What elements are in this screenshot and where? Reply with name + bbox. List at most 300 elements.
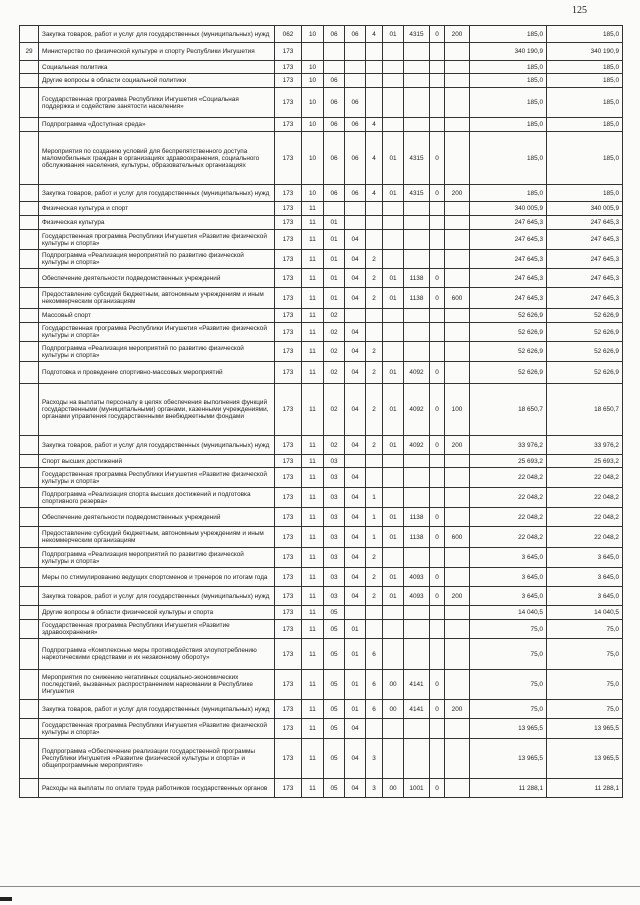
code-grbs: 173 bbox=[275, 309, 302, 323]
code-grbs: 173 bbox=[275, 620, 302, 639]
code-direction: 4093 bbox=[404, 568, 430, 587]
code-measure bbox=[383, 250, 404, 269]
code-grbs: 173 bbox=[275, 202, 302, 216]
code-sub bbox=[430, 488, 445, 508]
code-direction: 4092 bbox=[404, 362, 430, 384]
amount-plan: 33 976,2 bbox=[470, 436, 547, 455]
code-program bbox=[345, 43, 366, 61]
code-expense-type bbox=[445, 269, 470, 288]
amount-plan: 185,0 bbox=[470, 88, 547, 118]
code-sub bbox=[430, 230, 445, 250]
table-row bbox=[20, 309, 623, 323]
amount-plan: 13 965,5 bbox=[470, 739, 547, 779]
row-name: Подготовка и проведение спортивно-массовых мероприятий bbox=[39, 362, 275, 384]
amount-plan: 52 626,9 bbox=[470, 323, 547, 342]
code-direction: 4315 bbox=[404, 132, 430, 185]
code-measure: 01 bbox=[383, 527, 404, 548]
code-subprogram: 2 bbox=[366, 250, 383, 269]
code-expense-type bbox=[445, 719, 470, 739]
code-subprogram bbox=[366, 88, 383, 118]
code-section: 11 bbox=[302, 488, 324, 508]
code-measure bbox=[383, 61, 404, 74]
code-direction: 4093 bbox=[404, 587, 430, 606]
table-row bbox=[20, 670, 623, 700]
row-number bbox=[20, 739, 39, 779]
amount-plan: 75,0 bbox=[470, 620, 547, 639]
code-measure bbox=[383, 309, 404, 323]
code-subprogram: 4 bbox=[366, 118, 383, 132]
code-expense-type bbox=[445, 250, 470, 269]
code-grbs: 173 bbox=[275, 61, 302, 74]
code-measure bbox=[383, 606, 404, 620]
code-measure: 01 bbox=[383, 26, 404, 43]
code-grbs: 173 bbox=[275, 74, 302, 88]
code-section: 11 bbox=[302, 527, 324, 548]
code-subsection: 05 bbox=[324, 639, 345, 670]
amount-fact: 75,0 bbox=[547, 670, 623, 700]
code-section: 11 bbox=[302, 230, 324, 250]
table-row bbox=[20, 468, 623, 488]
code-program bbox=[345, 606, 366, 620]
code-grbs: 173 bbox=[275, 719, 302, 739]
code-direction bbox=[404, 216, 430, 230]
code-measure bbox=[383, 468, 404, 488]
code-subsection: 01 bbox=[324, 250, 345, 269]
code-measure: 01 bbox=[383, 384, 404, 436]
amount-plan: 75,0 bbox=[470, 700, 547, 719]
amount-fact: 33 976,2 bbox=[547, 436, 623, 455]
code-measure bbox=[383, 88, 404, 118]
code-direction: 4092 bbox=[404, 384, 430, 436]
amount-plan: 247 645,3 bbox=[470, 230, 547, 250]
code-expense-type bbox=[445, 216, 470, 230]
code-grbs: 173 bbox=[275, 269, 302, 288]
code-subsection: 05 bbox=[324, 779, 345, 798]
code-direction bbox=[404, 739, 430, 779]
code-measure: 00 bbox=[383, 700, 404, 719]
row-name: Массовый спорт bbox=[39, 309, 275, 323]
code-expense-type bbox=[445, 548, 470, 568]
amount-fact: 14 040,5 bbox=[547, 606, 623, 620]
code-subsection: 02 bbox=[324, 384, 345, 436]
code-subprogram bbox=[366, 620, 383, 639]
code-subprogram: 4 bbox=[366, 132, 383, 185]
code-direction: 1138 bbox=[404, 269, 430, 288]
amount-plan: 247 645,3 bbox=[470, 250, 547, 269]
row-number bbox=[20, 779, 39, 798]
code-section: 11 bbox=[302, 384, 324, 436]
table-row bbox=[20, 700, 623, 719]
code-subsection: 05 bbox=[324, 719, 345, 739]
row-number bbox=[20, 639, 39, 670]
code-section: 11 bbox=[302, 468, 324, 488]
code-direction bbox=[404, 118, 430, 132]
code-section: 11 bbox=[302, 606, 324, 620]
amount-fact: 185,0 bbox=[547, 26, 623, 43]
table-row bbox=[20, 488, 623, 508]
table-row bbox=[20, 230, 623, 250]
code-section: 11 bbox=[302, 779, 324, 798]
code-subsection: 02 bbox=[324, 436, 345, 455]
code-sub bbox=[430, 309, 445, 323]
code-grbs: 173 bbox=[275, 230, 302, 250]
row-number bbox=[20, 202, 39, 216]
code-sub bbox=[430, 202, 445, 216]
row-number bbox=[20, 309, 39, 323]
code-program: 04 bbox=[345, 739, 366, 779]
code-sub bbox=[430, 719, 445, 739]
code-subsection: 02 bbox=[324, 362, 345, 384]
amount-fact: 340 190,9 bbox=[547, 43, 623, 61]
code-subprogram bbox=[366, 216, 383, 230]
code-subprogram: 1 bbox=[366, 488, 383, 508]
code-subprogram: 2 bbox=[366, 568, 383, 587]
code-sub bbox=[430, 620, 445, 639]
amount-fact: 52 626,9 bbox=[547, 323, 623, 342]
code-grbs: 173 bbox=[275, 468, 302, 488]
code-direction: 4092 bbox=[404, 436, 430, 455]
code-direction: 4315 bbox=[404, 26, 430, 43]
code-subsection: 01 bbox=[324, 230, 345, 250]
code-subsection: 03 bbox=[324, 568, 345, 587]
code-subsection: 03 bbox=[324, 508, 345, 527]
amount-fact: 22 048,2 bbox=[547, 488, 623, 508]
code-measure bbox=[383, 548, 404, 568]
row-name: Подпрограмма «Реализация мероприятий по развитию физической культуры и спорта» bbox=[39, 342, 275, 362]
code-expense-type bbox=[445, 230, 470, 250]
code-measure bbox=[383, 74, 404, 88]
amount-fact: 340 005,9 bbox=[547, 202, 623, 216]
code-subprogram: 6 bbox=[366, 639, 383, 670]
code-section: 11 bbox=[302, 719, 324, 739]
row-number bbox=[20, 548, 39, 568]
code-section: 11 bbox=[302, 323, 324, 342]
row-number: 29 bbox=[20, 43, 39, 61]
row-name: Государственная программа Республики Ингушетия «Развитие физической культуры и спорта» bbox=[39, 323, 275, 342]
code-expense-type bbox=[445, 309, 470, 323]
code-section: 11 bbox=[302, 202, 324, 216]
code-program: 04 bbox=[345, 508, 366, 527]
code-subprogram: 3 bbox=[366, 779, 383, 798]
code-section: 11 bbox=[302, 739, 324, 779]
amount-fact: 185,0 bbox=[547, 74, 623, 88]
row-name: Расходы на выплаты по оплате труда работников государственных органов bbox=[39, 779, 275, 798]
code-program: 06 bbox=[345, 132, 366, 185]
code-direction bbox=[404, 202, 430, 216]
amount-fact: 75,0 bbox=[547, 700, 623, 719]
code-direction bbox=[404, 43, 430, 61]
row-name: Мероприятия по снижению негативных социально-экономических последствий, вызванных распространением наркомании в Республике Ингушетия bbox=[39, 670, 275, 700]
code-subprogram bbox=[366, 43, 383, 61]
amount-fact: 185,0 bbox=[547, 118, 623, 132]
row-name: Мероприятия по созданию условий для беспрепятственного доступа маломобильных граждан в организациях здравоохранения, социального обслуживания населения, культуры, образовательных организациях bbox=[39, 132, 275, 185]
code-sub bbox=[430, 455, 445, 468]
code-expense-type bbox=[445, 88, 470, 118]
amount-fact: 13 965,5 bbox=[547, 739, 623, 779]
code-subsection: 03 bbox=[324, 468, 345, 488]
code-subprogram: 2 bbox=[366, 288, 383, 309]
code-grbs: 173 bbox=[275, 700, 302, 719]
row-number bbox=[20, 455, 39, 468]
table-row bbox=[20, 436, 623, 455]
row-number bbox=[20, 269, 39, 288]
amount-plan: 22 048,2 bbox=[470, 468, 547, 488]
amount-fact: 52 626,9 bbox=[547, 342, 623, 362]
code-grbs: 062 bbox=[275, 26, 302, 43]
code-subprogram bbox=[366, 74, 383, 88]
row-number bbox=[20, 26, 39, 43]
row-name: Подпрограмма «Реализация мероприятий по развитию физической культуры и спорта» bbox=[39, 548, 275, 568]
amount-plan: 185,0 bbox=[470, 132, 547, 185]
row-name: Предоставление субсидий бюджетным, автономным учреждениям и иным некоммерческим организациям bbox=[39, 527, 275, 548]
code-sub bbox=[430, 61, 445, 74]
amount-fact: 11 288,1 bbox=[547, 779, 623, 798]
row-number bbox=[20, 230, 39, 250]
code-grbs: 173 bbox=[275, 362, 302, 384]
code-program: 04 bbox=[345, 719, 366, 739]
code-expense-type bbox=[445, 202, 470, 216]
row-name: Подпрограмма «Обеспечение реализации государственной программы Республики Ингушетия «Развитие физической культуры и спорта» и общепрограммные мероприятия» bbox=[39, 739, 275, 779]
amount-fact: 25 693,2 bbox=[547, 455, 623, 468]
amount-plan: 52 626,9 bbox=[470, 309, 547, 323]
code-program: 04 bbox=[345, 568, 366, 587]
amount-plan: 14 040,5 bbox=[470, 606, 547, 620]
amount-plan: 13 965,5 bbox=[470, 719, 547, 739]
row-name: Закупка товаров, работ и услуг для государственных (муниципальных) нужд bbox=[39, 436, 275, 455]
code-measure bbox=[383, 118, 404, 132]
table-row bbox=[20, 342, 623, 362]
row-name: Государственная программа Республики Ингушетия «Развитие физической культуры и спорта» bbox=[39, 719, 275, 739]
code-subprogram: 6 bbox=[366, 670, 383, 700]
amount-fact: 247 645,3 bbox=[547, 288, 623, 309]
table-row bbox=[20, 548, 623, 568]
amount-plan: 18 650,7 bbox=[470, 384, 547, 436]
code-expense-type bbox=[445, 342, 470, 362]
code-measure bbox=[383, 323, 404, 342]
code-measure bbox=[383, 202, 404, 216]
code-subsection: 05 bbox=[324, 739, 345, 779]
code-direction bbox=[404, 639, 430, 670]
code-expense-type bbox=[445, 739, 470, 779]
amount-fact: 185,0 bbox=[547, 61, 623, 74]
table-row bbox=[20, 88, 623, 118]
code-subprogram: 2 bbox=[366, 548, 383, 568]
code-measure bbox=[383, 455, 404, 468]
row-number bbox=[20, 216, 39, 230]
code-subsection: 02 bbox=[324, 323, 345, 342]
code-subsection: 02 bbox=[324, 309, 345, 323]
code-expense-type bbox=[445, 362, 470, 384]
code-direction bbox=[404, 468, 430, 488]
code-expense-type bbox=[445, 606, 470, 620]
row-number bbox=[20, 61, 39, 74]
code-subsection: 01 bbox=[324, 216, 345, 230]
code-subprogram: 2 bbox=[366, 269, 383, 288]
amount-plan: 25 693,2 bbox=[470, 455, 547, 468]
amount-fact: 22 048,2 bbox=[547, 468, 623, 488]
code-section: 11 bbox=[302, 639, 324, 670]
table-row bbox=[20, 74, 623, 88]
amount-plan: 185,0 bbox=[470, 26, 547, 43]
code-sub bbox=[430, 74, 445, 88]
table-row bbox=[20, 118, 623, 132]
code-sub: 0 bbox=[430, 670, 445, 700]
code-sub: 0 bbox=[430, 779, 445, 798]
code-expense-type bbox=[445, 568, 470, 587]
code-sub bbox=[430, 216, 445, 230]
code-expense-type bbox=[445, 468, 470, 488]
amount-plan: 22 048,2 bbox=[470, 527, 547, 548]
code-section bbox=[302, 43, 324, 61]
code-section: 11 bbox=[302, 309, 324, 323]
row-number bbox=[20, 670, 39, 700]
footer-mark bbox=[0, 897, 12, 901]
code-sub: 0 bbox=[430, 527, 445, 548]
code-expense-type bbox=[445, 488, 470, 508]
row-name: Физическая культура bbox=[39, 216, 275, 230]
amount-fact: 3 645,0 bbox=[547, 568, 623, 587]
code-program: 04 bbox=[345, 587, 366, 606]
row-number bbox=[20, 568, 39, 587]
row-number bbox=[20, 118, 39, 132]
budget-table bbox=[19, 25, 623, 798]
row-number bbox=[20, 342, 39, 362]
code-subsection: 03 bbox=[324, 548, 345, 568]
code-subprogram bbox=[366, 230, 383, 250]
table-row bbox=[20, 606, 623, 620]
table-row bbox=[20, 362, 623, 384]
code-expense-type bbox=[445, 118, 470, 132]
code-grbs: 173 bbox=[275, 568, 302, 587]
table-row bbox=[20, 185, 623, 202]
code-measure bbox=[383, 342, 404, 362]
code-sub bbox=[430, 468, 445, 488]
code-section: 10 bbox=[302, 26, 324, 43]
code-subprogram bbox=[366, 309, 383, 323]
code-section: 11 bbox=[302, 269, 324, 288]
code-grbs: 173 bbox=[275, 587, 302, 606]
code-sub: 0 bbox=[430, 587, 445, 606]
table-row bbox=[20, 384, 623, 436]
code-expense-type bbox=[445, 43, 470, 61]
code-measure bbox=[383, 639, 404, 670]
code-measure: 01 bbox=[383, 185, 404, 202]
amount-fact: 247 645,3 bbox=[547, 230, 623, 250]
code-expense-type bbox=[445, 639, 470, 670]
code-grbs: 173 bbox=[275, 488, 302, 508]
code-grbs: 173 bbox=[275, 323, 302, 342]
table-row bbox=[20, 508, 623, 527]
code-direction bbox=[404, 455, 430, 468]
code-subsection: 01 bbox=[324, 269, 345, 288]
code-section: 11 bbox=[302, 548, 324, 568]
code-expense-type bbox=[445, 670, 470, 700]
row-number bbox=[20, 132, 39, 185]
row-name: Государственная программа Республики Ингушетия «Социальная поддержка и содействие занятости населения» bbox=[39, 88, 275, 118]
amount-fact: 3 645,0 bbox=[547, 548, 623, 568]
code-program: 04 bbox=[345, 342, 366, 362]
code-program: 04 bbox=[345, 230, 366, 250]
code-grbs: 173 bbox=[275, 527, 302, 548]
code-sub: 0 bbox=[430, 269, 445, 288]
amount-fact: 75,0 bbox=[547, 639, 623, 670]
amount-plan: 75,0 bbox=[470, 670, 547, 700]
table-row bbox=[20, 43, 623, 61]
row-number bbox=[20, 74, 39, 88]
table-row bbox=[20, 587, 623, 606]
row-name: Государственная программа Республики Ингушетия «Развитие физической культуры и спорта» bbox=[39, 230, 275, 250]
code-direction bbox=[404, 719, 430, 739]
amount-plan: 3 645,0 bbox=[470, 568, 547, 587]
code-program: 04 bbox=[345, 527, 366, 548]
table-row bbox=[20, 132, 623, 185]
code-program bbox=[345, 202, 366, 216]
code-subprogram: 2 bbox=[366, 587, 383, 606]
page-number: 125 bbox=[572, 5, 587, 16]
amount-plan: 11 288,1 bbox=[470, 779, 547, 798]
code-grbs: 173 bbox=[275, 384, 302, 436]
code-grbs: 173 bbox=[275, 288, 302, 309]
code-sub bbox=[430, 323, 445, 342]
amount-plan: 52 626,9 bbox=[470, 362, 547, 384]
code-sub bbox=[430, 88, 445, 118]
code-sub: 0 bbox=[430, 384, 445, 436]
code-expense-type: 600 bbox=[445, 527, 470, 548]
code-expense-type bbox=[445, 779, 470, 798]
code-subprogram: 2 bbox=[366, 436, 383, 455]
code-measure bbox=[383, 620, 404, 639]
code-direction bbox=[404, 250, 430, 269]
row-name: Закупка товаров, работ и услуг для государственных (муниципальных) нужд bbox=[39, 700, 275, 719]
code-program: 06 bbox=[345, 26, 366, 43]
code-measure bbox=[383, 230, 404, 250]
row-number bbox=[20, 384, 39, 436]
code-subsection: 06 bbox=[324, 132, 345, 185]
table-row bbox=[20, 250, 623, 269]
code-subsection: 06 bbox=[324, 118, 345, 132]
code-grbs: 173 bbox=[275, 548, 302, 568]
amount-plan: 3 645,0 bbox=[470, 548, 547, 568]
code-expense-type: 200 bbox=[445, 185, 470, 202]
code-measure: 01 bbox=[383, 436, 404, 455]
code-expense-type: 100 bbox=[445, 384, 470, 436]
code-expense-type bbox=[445, 61, 470, 74]
code-subprogram bbox=[366, 455, 383, 468]
row-name: Подпрограмма «Реализация мероприятий по развитию физической культуры и спорта» bbox=[39, 250, 275, 269]
code-sub bbox=[430, 606, 445, 620]
row-name: Меры по стимулированию ведущих спортсменов и тренеров по итогам года bbox=[39, 568, 275, 587]
code-section: 11 bbox=[302, 568, 324, 587]
code-program: 04 bbox=[345, 779, 366, 798]
code-program: 04 bbox=[345, 436, 366, 455]
code-measure bbox=[383, 216, 404, 230]
code-subprogram: 4 bbox=[366, 26, 383, 43]
code-sub: 0 bbox=[430, 185, 445, 202]
code-direction: 1138 bbox=[404, 508, 430, 527]
code-subprogram: 2 bbox=[366, 362, 383, 384]
code-measure: 00 bbox=[383, 670, 404, 700]
code-subsection bbox=[324, 43, 345, 61]
code-direction bbox=[404, 620, 430, 639]
code-program bbox=[345, 216, 366, 230]
code-expense-type bbox=[445, 508, 470, 527]
table-row bbox=[20, 455, 623, 468]
code-program: 06 bbox=[345, 118, 366, 132]
code-expense-type bbox=[445, 132, 470, 185]
code-section: 10 bbox=[302, 118, 324, 132]
amount-fact: 52 626,9 bbox=[547, 362, 623, 384]
row-name: Подпрограмма «Доступная среда» bbox=[39, 118, 275, 132]
